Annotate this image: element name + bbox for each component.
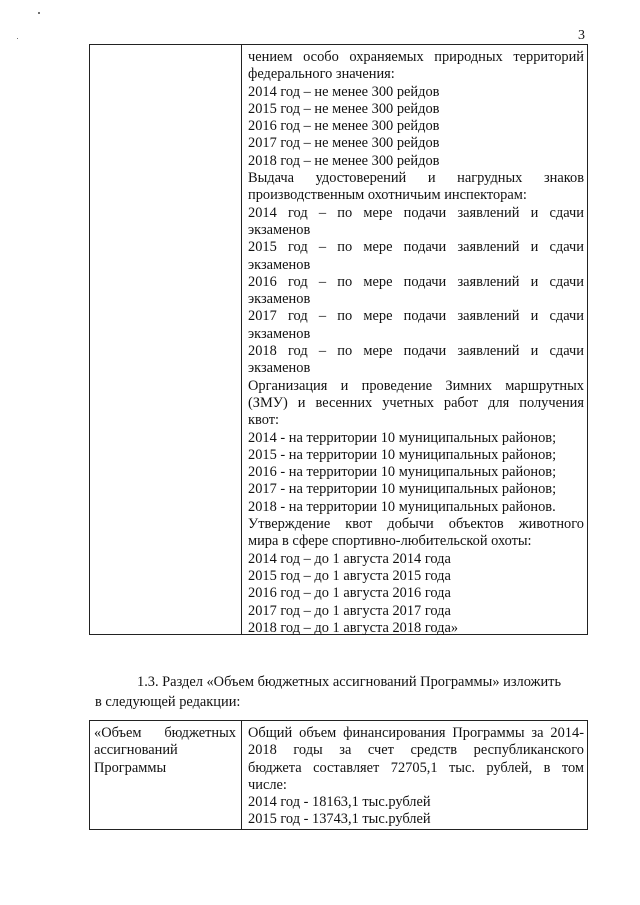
table-line: 2018 год – не менее 300 рейдов: [248, 152, 440, 169]
table-line: 2016 год – по мере подачи заявлений и сдачи: [248, 273, 584, 290]
table-line: 2015 год – не менее 300 рейдов: [248, 100, 440, 117]
table-line: 2015 - на территории 10 муниципальных районов;: [248, 446, 557, 463]
table-line: 2014 год - 18163,1 тыс.рублей: [248, 794, 431, 811]
table-line: 2018 год – по мере подачи заявлений и сдачи: [248, 343, 584, 360]
table-line: экзаменов: [248, 291, 311, 308]
table-line: ассигнований: [94, 742, 178, 759]
table-line: экзаменов: [248, 256, 311, 273]
table-line: 2016 год – до 1 августа 2016 года: [248, 585, 451, 602]
table-line: 2014 год – не менее 300 рейдов: [248, 83, 440, 100]
table-line: 2018 годы за счет средств республиканского: [248, 742, 584, 759]
table-line: 2017 год – по мере подачи заявлений и сдачи: [248, 308, 584, 325]
table-line: 2016 год – не менее 300 рейдов: [248, 118, 440, 135]
section-paragraph: [95, 672, 582, 712]
table-line: Программы: [94, 759, 167, 776]
table-left-cell: [90, 45, 241, 634]
scan-speck: [17, 38, 18, 39]
table-line: 2017 год – не менее 300 рейдов: [248, 135, 440, 152]
table-line: «Объем бюджетных: [94, 725, 236, 741]
table-line: 2017 - на территории 10 муниципальных районов;: [248, 481, 557, 498]
table-line: экзаменов: [248, 221, 311, 238]
table-line: экзаменов: [248, 360, 311, 377]
table-line: бюджета составляет 72705,1 тыс. рублей, в том: [248, 759, 584, 776]
program-indicators-table: [89, 44, 588, 635]
table-left-cell: [94, 725, 236, 777]
table-line: 2016 - на территории 10 муниципальных районов;: [248, 464, 557, 481]
table-line: 2018 - на территории 10 муниципальных районов.: [248, 498, 556, 515]
budget-allocation-table: [89, 720, 588, 830]
paragraph-line: 1.3. Раздел «Объем бюджетных ассигнований Программы» изложить: [137, 674, 562, 690]
table-line: федерального значения:: [248, 66, 395, 83]
table-line: экзаменов: [248, 325, 311, 342]
table-line: квот:: [248, 412, 279, 429]
table-line: 2015 год – по мере подачи заявлений и сдачи: [248, 239, 584, 256]
table-line: числе:: [248, 776, 287, 793]
table-line: Утверждение квот добычи объектов животного: [248, 516, 584, 533]
table-line: мира в сфере спортивно-любительской охоты:: [248, 533, 532, 550]
table-line: Выдача удостоверений и нагрудных знаков: [248, 170, 584, 187]
table-line: 2014 - на территории 10 муниципальных районов;: [248, 429, 557, 446]
table-line: 2015 год – до 1 августа 2015 года: [248, 567, 451, 584]
table-line: 2017 год – до 1 августа 2017 года: [248, 602, 451, 619]
table-line: 2014 год – до 1 августа 2014 года: [248, 550, 451, 567]
table-line: производственным охотничьим инспекторам:: [248, 187, 527, 204]
table-right-cell: [248, 725, 584, 829]
table-line: чением особо охраняемых природных территорий: [248, 49, 584, 65]
table-line: (ЗМУ) и весенних учетных работ для получения: [248, 394, 584, 411]
table-line: Общий объем финансирования Программы за 2014-: [248, 725, 584, 741]
table-right-cell: [248, 49, 584, 637]
table-line: 2015 год - 13743,1 тыс.рублей: [248, 811, 431, 828]
scan-speck: [38, 12, 40, 14]
page-number: 3: [578, 28, 585, 43]
table-column-divider: [241, 721, 242, 829]
table-line: 2018 год – до 1 августа 2018 года»: [248, 619, 459, 636]
table-line: Организация и проведение Зимних маршрутных: [248, 377, 584, 394]
paragraph-line: в следующей редакции:: [95, 694, 241, 710]
table-line: 2014 год – по мере подачи заявлений и сдачи: [248, 204, 584, 221]
table-column-divider: [241, 45, 242, 634]
